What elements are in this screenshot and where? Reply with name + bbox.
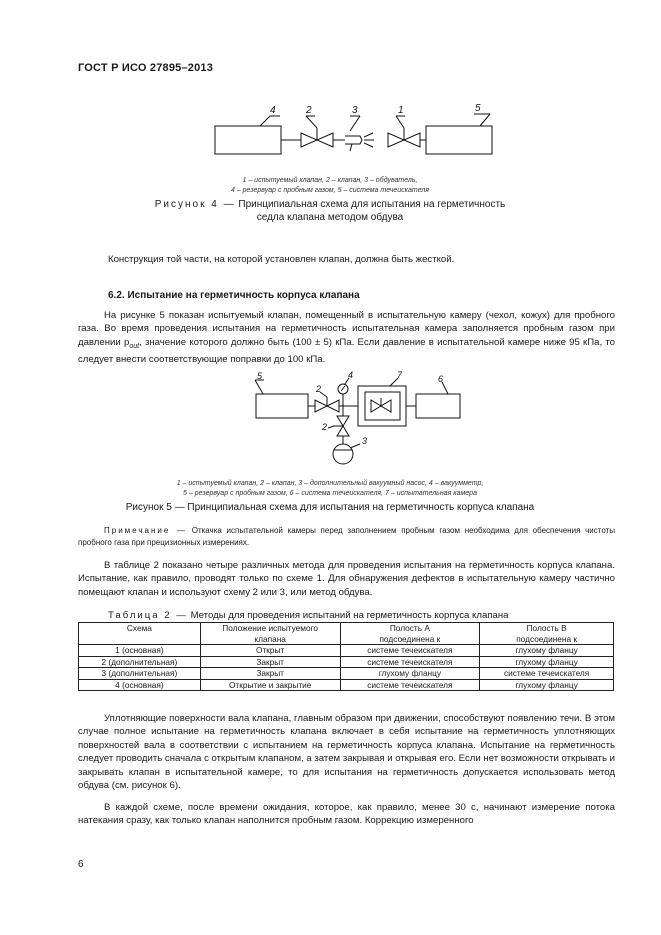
header-position-text1: Положение испытуемого [222,623,319,633]
fig5-label-2-bottom: 2 [322,422,328,432]
table-row [79,679,614,691]
figure-4-title [120,199,540,210]
table-cell: 2 (дополнительная) [79,656,201,668]
table-row [79,645,614,657]
table-cell: системе течеискателя [480,668,614,680]
table-cell: системе течеискателя [340,679,480,691]
document-header: ГОСТ Р ИСО 27895–2013 [78,62,214,74]
fig5-label-7: 7 [397,370,403,380]
header-cavity-b-text2: подсоединена к [516,633,578,644]
table-header-cavity-a [340,623,480,645]
table-2-caption-rest: Методы для проведения испытаний на герметичность корпуса клапана [190,610,509,621]
table-cell: Закрыт [200,656,340,668]
para-sealing [78,712,615,792]
para-table-intro [78,559,615,599]
header-position-text2: клапана [254,633,286,644]
table-cell: глухому фланцу [480,645,614,657]
table-cell: системе течеискателя [340,656,480,668]
fig4-label-2: 2 [306,105,312,116]
table-cell: Закрыт [200,668,340,680]
table-cell: глухому фланцу [340,668,480,680]
para-construction: Конструкция той части, на которой установлен клапан, должна быть жесткой. [108,254,455,265]
header-cavity-a-text2: подсоединена к [379,633,441,644]
table-row [79,656,614,668]
para-fig5-text2: , значение которого должно быть (100 ± 5) кПа. Если давление в испытательной камере ниже 95 кПа, то следует внести соответствующие поправки до 100 кПа. [78,336,615,366]
table-cell: Открытие и закрытие [200,679,340,691]
note-block [78,525,615,549]
fig4-label-1: 1 [398,105,404,116]
header-cavity-a-text1: Полость A [389,623,430,633]
figure-4-legend-line2: 4 – резервуар с пробным газом, 5 – система течеискателя [230,187,430,194]
figure-4-legend-line1: 1 – испытуемый клапан, 2 – клапан, 3 – обдуватель, [242,177,418,184]
fig5-label-4: 4 [348,370,354,380]
para-fig5-subscript: out [129,342,140,350]
para-fig5-text1: На рисунке 5 показан испытуемый клапан, помещенный в испытательную камеру (чехол, кожух) для пробного газа. Во время проведения испытания на герметичность испытательная камера заполняется пробным газом при давлении p [78,310,615,348]
figure-4-title-prefix: Рисунок 4 — [154,199,236,210]
fig5-label-6: 6 [438,374,444,384]
para-scheme-text: В каждой схеме, после времени ожидания, которое, как правило, менее 30 с, начинают измерение потока натекания сразу, как только клапан наполнится пробным газом. Коррекцию измеренного [78,802,615,827]
table-2-caption [108,610,508,621]
table-2-caption-prefix: Таблица 2 — [108,610,188,621]
figure-5-legend-line2: 5 – резервуар с пробным газом, 6 – система течеискателя, 7 – испытательная камера [183,490,477,497]
fig4-label-5: 5 [475,103,481,114]
fig4-label-4: 4 [270,105,276,116]
section-title: 6.2. Испытание на герметичность корпуса клапана [108,290,360,301]
para-sealing-text: Уплотняющие поверхности вала клапана, главным образом при движении, способствуют появлению течи. В этом случае полное испытание на герметичность клапана включает в себя испытание на герметичность уплотняющих поверхностей вала в соответствии с испытанием на герметичность корпуса клапана. Испытание на герметичность следует проводить сначала с открытым клапаном, а затем закрывая и открывая его. Если нет возможности открывать и закрывать клапан в испытательной камере, то для испытания на герметичность допускается использовать метод обдува (см. рисунок 6). [78,713,615,792]
para-scheme [78,801,615,828]
figure-5-legend-line1: 1 – испытуемый клапан, 2 – клапан, 3 – дополнительный вакуумный насос, 4 – вакуумметр, [176,480,484,487]
header-scheme-text: Схема [126,623,152,633]
table-cell: глухому фланцу [480,679,614,691]
fig5-label-3: 3 [362,436,368,446]
table-header-cavity-b [480,623,614,645]
fig4-label-3: 3 [352,105,358,116]
table-cell: Открыт [200,645,340,657]
table-header-scheme [79,623,201,645]
para-fig5-intro [78,309,615,367]
table-cell: 1 (основная) [79,645,201,657]
page-number: 6 [78,859,84,870]
fig5-label-2-top: 2 [316,384,322,394]
figure-4-title-rest: Принципиальная схема для испытания на герметичность [238,199,506,210]
figure-4-diagram [200,96,500,160]
table-cell: 3 (дополнительная) [79,668,201,680]
table-row [79,668,614,680]
figure-5-title: Рисунок 5 — Принципиальная схема для испытания на герметичность корпуса клапана [125,502,535,513]
figure-5-diagram [250,368,470,476]
note-text: Откачка испытательной камеры перед заполнением пробным газом необходима для обеспечения чистоты пробного газа при прецизионных измерениях. [78,526,616,547]
table-cell: 4 (основная) [79,679,201,691]
note-label: Примечание — [104,526,188,535]
table-cell: системе течеискателя [340,645,480,657]
table-2 [78,622,614,691]
table-header-row [79,623,614,645]
para-table-intro-text: В таблице 2 показано четыре различных метода для проведения испытания на герметичность корпуса клапана. Испытание, как правило, проводят только по схеме 1. Для обнаружения дефектов в испытательную камеру частично помещают клапан и используют схему 2 или 3, или метод обдува. [78,560,615,598]
figure-4-title-line2: седла клапана методом обдува [256,212,404,223]
table-cell: глухому фланцу [480,656,614,668]
fig5-label-5: 5 [257,371,263,381]
header-cavity-b-text1: Полость B [526,623,567,633]
table-header-position [200,623,340,645]
